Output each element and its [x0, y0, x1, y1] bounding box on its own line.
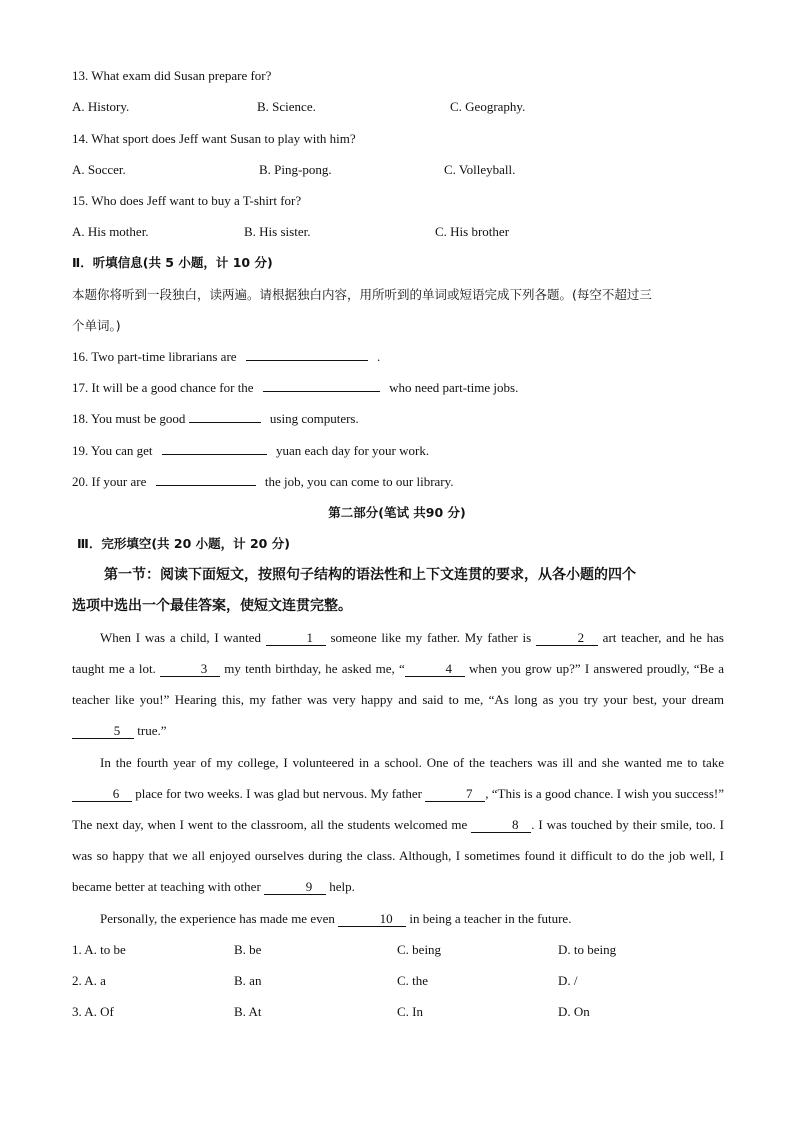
question-13: 13. What exam did Susan prepare for?	[72, 68, 272, 83]
cloze-option-1-c: C. being	[397, 942, 442, 957]
fill-item-16: 16. Two part-time librarians are .	[72, 349, 381, 364]
answer-blank-19[interactable]	[162, 454, 267, 455]
cloze-blank-3[interactable]: 3	[160, 662, 220, 677]
cloze-option-2-b: B. an	[234, 973, 262, 988]
fill-item-17: 17. It will be a good chance for the who need part-time jobs.	[72, 380, 519, 395]
cloze-blank-1[interactable]: 1	[266, 631, 326, 646]
passage-paragraph-3: Personally, the experience has made me even 10 in being a teacher in the future.	[100, 911, 572, 926]
option-13-a: A. History.	[72, 99, 130, 114]
cloze-blank-9[interactable]: 9	[264, 880, 326, 895]
cloze-option-3-b: B. At	[234, 1004, 262, 1019]
cloze-option-2-d: D. /	[558, 973, 578, 988]
cloze-blank-2[interactable]: 2	[536, 631, 598, 646]
cloze-blank-5[interactable]: 5	[72, 724, 134, 739]
option-13-b: B. Science.	[257, 99, 316, 114]
section3-instruction-2: 选项中选出一个最佳答案，使短文连贯完整。	[72, 598, 352, 614]
option-15-a: A. His mother.	[72, 224, 149, 239]
section3-instruction-1: 第一节：阅读下面短文，按照句子结构的语法性和上下文连贯的要求，从各小题的四个	[104, 567, 636, 583]
cloze-blank-10[interactable]: 10	[338, 912, 406, 927]
answer-blank-20[interactable]	[156, 485, 256, 486]
question-15: 15. Who does Jeff want to buy a T-shirt for?	[72, 193, 302, 208]
fill-item-18: 18. You must be good using computers.	[72, 411, 359, 426]
cloze-option-3-d: D. On	[558, 1004, 590, 1019]
cloze-option-2-a: 2. A. a	[72, 973, 106, 988]
section2-instruction-2: 个单词。)	[72, 318, 121, 333]
cloze-option-2-c: C. the	[397, 973, 429, 988]
passage-paragraph-1: When I was a child, I wanted 1 someone like my father. My father is 2 art teacher, and he has taught me a lot. 3 my tenth birthday, he asked me, “ 4 when you grow up?” I answered proudly, “Be a teacher like you!” Hearing this, my father was very happy and said to me, “As long as you try your best, your dream 5 true.”	[72, 630, 724, 738]
cloze-option-1-b: B. be	[234, 942, 262, 957]
fill-item-20: 20. If your are the job, you can come to our library.	[72, 474, 454, 489]
option-14-c: C. Volleyball.	[444, 162, 516, 177]
option-13-c: C. Geography.	[450, 99, 526, 114]
section3-title: Ⅲ．完形填空(共 20 小题，计 20 分)	[77, 536, 290, 551]
cloze-blank-7[interactable]: 7	[425, 787, 485, 802]
fill-item-19: 19. You can get yuan each day for your work.	[72, 443, 430, 458]
question-14: 14. What sport does Jeff want Susan to play with him?	[72, 131, 356, 146]
cloze-blank-8[interactable]: 8	[471, 818, 531, 833]
cloze-option-1-d: D. to being	[558, 942, 617, 957]
option-14-a: A. Soccer.	[72, 162, 126, 177]
cloze-option-3-a: 3. A. Of	[72, 1004, 114, 1019]
cloze-blank-4[interactable]: 4	[405, 662, 465, 677]
part2-title: 第二部分(笔试 共90 分)	[328, 505, 466, 520]
section2-instruction-1: 本题你将听到一段独白，读两遍。请根据独白内容，用所听到的单词或短语完成下列各题。(每空不超过三	[72, 287, 652, 302]
answer-blank-16[interactable]	[246, 360, 368, 361]
cloze-blank-6[interactable]: 6	[72, 787, 132, 802]
option-14-b: B. Ping-pong.	[259, 162, 332, 177]
answer-blank-17[interactable]	[263, 391, 380, 392]
passage-paragraph-2: In the fourth year of my college, I volunteered in a school. One of the teachers was ill and she wanted me to take 6 place for two weeks. I was glad but nervous. My father 7 , “This is a good chance. I wish you success!” The next day, when I went to the classroom, all the students welcomed me 8 . I was touched by their smile, too. I was so happy that we all enjoyed ourselves during the class. Although, I sometimes found it difficult to do the job well, I became better at teaching with other 9 help.	[72, 755, 725, 894]
option-15-c: C. His brother	[435, 224, 510, 239]
option-15-b: B. His sister.	[244, 224, 311, 239]
cloze-option-3-c: C. In	[397, 1004, 423, 1019]
cloze-option-1-a: 1. A. to be	[72, 942, 126, 957]
answer-blank-18[interactable]	[189, 422, 261, 423]
section2-title: Ⅱ．听填信息(共 5 小题，计 10 分)	[72, 255, 273, 270]
